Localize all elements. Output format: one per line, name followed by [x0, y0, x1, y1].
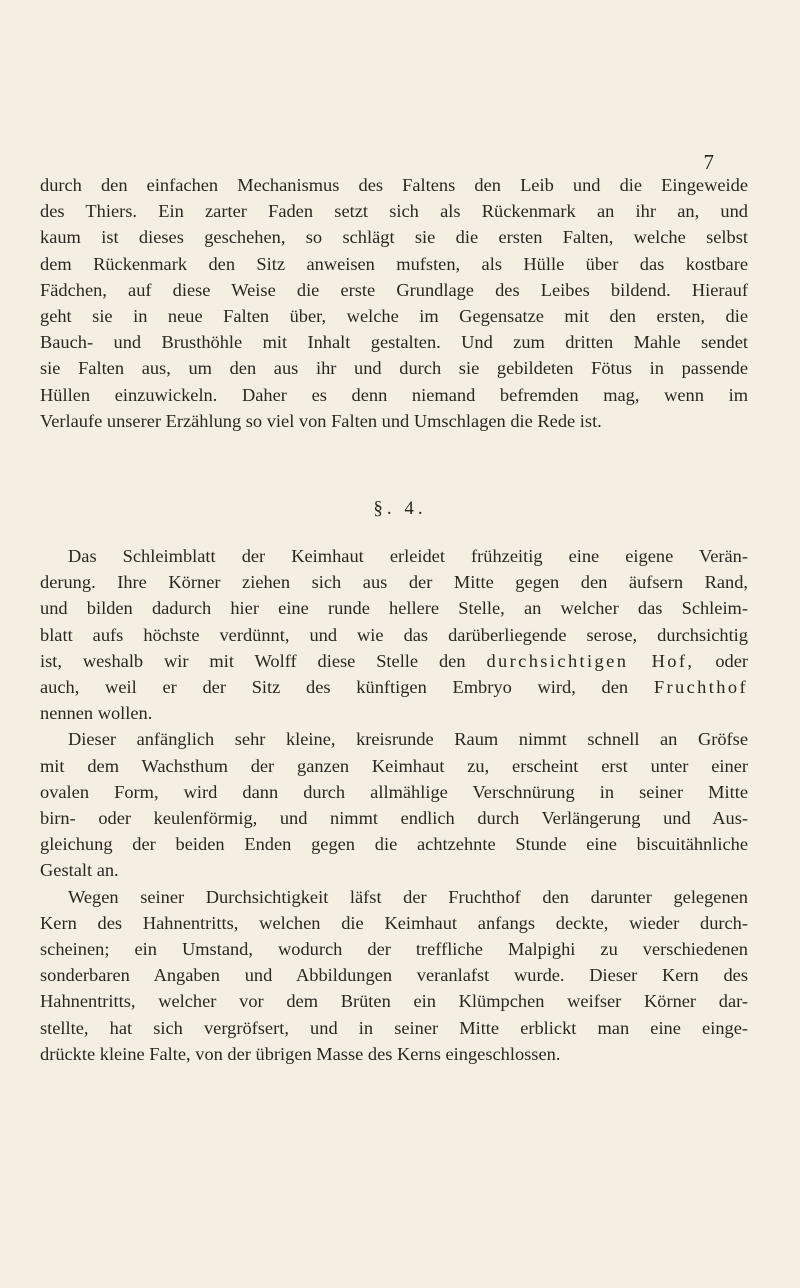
text-line: Verlaufe unserer Erzählung so viel von Falten und Umschlagen die Rede ist. [40, 410, 602, 431]
text-line: Dieser anfänglich sehr kleine, kreisrunde Raum nimmt schnell an Gröfse [68, 729, 748, 750]
text-line: dem Rückenmark den Sitz anweisen mufsten, als Hülle über das kostbare [40, 253, 748, 274]
text-line: ovalen Form, wird dann durch allmählige Verschnürung in seiner Mitte [40, 781, 748, 802]
section-body [40, 543, 748, 1067]
text-line: gleichung der beiden Enden gegen die achtzehnte Stunde eine biscuitähnliche [40, 834, 748, 855]
text-line: Gestalt an. [40, 860, 119, 881]
text-line: blatt aufs höchste verdünnt, und wie das darüberliegende serose, durchsichtig [40, 624, 748, 645]
text-line [40, 674, 748, 700]
text-line: nennen wollen. [40, 703, 153, 724]
paragraph [40, 726, 748, 883]
text-line: Hüllen einzuwickeln. Daher es denn niemand befremden mag, wenn im [40, 384, 748, 405]
text-line: des Thiers. Ein zarter Faden setzt sich als Rückenmark an ihr an, und [40, 201, 748, 222]
text-line: Bauch- und Brusthöhle mit Inhalt gestalten. Und zum dritten Mahle sendet [40, 332, 748, 353]
paragraph-continued [40, 172, 748, 434]
text-line: sie Falten aus, um den aus ihr und durch sie gebildeten Fötus in passende [40, 358, 748, 379]
text-line: birn- oder keulenförmig, und nimmt endlich durch Verlängerung und Aus- [40, 808, 748, 829]
emphasized-term: durchsichtigen Hof, [486, 650, 695, 671]
text-line: scheinen; ein Umstand, wodurch der treffliche Malpighi zu verschiedenen [40, 939, 748, 960]
page-number: 7 [703, 150, 714, 174]
text-span: auch, weil er der Sitz des künftigen Embryo wird, den [40, 677, 629, 698]
text-line: stellte, hat sich vergröfsert, und in seiner Mitte erblickt man eine einge- [40, 1017, 748, 1038]
text-line [40, 648, 748, 674]
section-heading: §. 4. [373, 498, 427, 519]
text-line: durch den einfachen Mechanismus des Faltens den Leib und die Eingeweide [40, 175, 748, 195]
text-line: drückte kleine Falte, von der übrigen Masse des Kerns eingeschlossen. [40, 1043, 561, 1064]
paragraph [40, 884, 748, 1067]
text-line: derung. Ihre Körner ziehen sich aus der Mitte gegen den äufsern Rand, [40, 572, 748, 593]
text-line: geht sie in neue Falten über, welche im Gegensatze mit den ersten, die [40, 306, 748, 327]
text-line: Wegen seiner Durchsichtigkeit läfst der Fruchthof den darunter gelegenen [68, 886, 748, 907]
text-span: oder [715, 650, 748, 671]
text-line: kaum ist dieses geschehen, so schlägt sie die ersten Falten, welche selbst [40, 227, 748, 248]
text-line: Das Schleimblatt der Keimhaut erleidet frühzeitig eine eigene Verän- [68, 546, 748, 566]
text-line: Fädchen, auf diese Weise die erste Grundlage des Leibes bildend. Hierauf [40, 279, 748, 300]
text-line: mit dem Wachsthum der ganzen Keimhaut zu, erscheint erst unter einer [40, 755, 748, 776]
text-span: ist, weshalb wir mit Wolff diese Stelle den [40, 650, 466, 671]
paragraph [40, 543, 748, 726]
text-line: Kern des Hahnentritts, welchen die Keimhaut anfangs deckte, wieder durch- [40, 912, 748, 933]
text-line: sonderbaren Angaben und Abbildungen veranlafst wurde. Dieser Kern des [40, 965, 748, 986]
text-line: Hahnentritts, welcher vor dem Brüten ein Klümpchen weifser Körner dar- [40, 991, 748, 1012]
text-line: und bilden dadurch hier eine runde hellere Stelle, an welcher das Schleim- [40, 598, 748, 619]
emphasized-term: Fruchthof [653, 677, 748, 698]
